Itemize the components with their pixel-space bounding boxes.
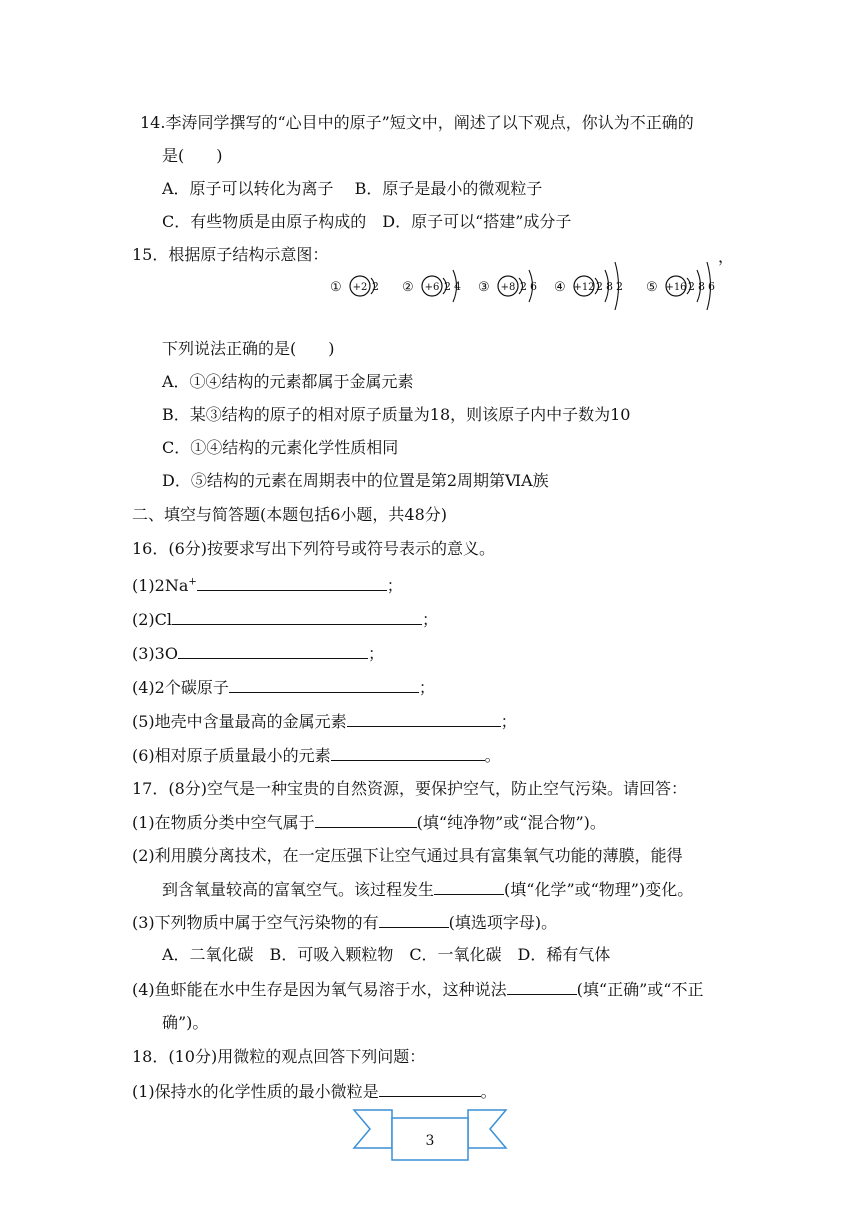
answer-blank[interactable] bbox=[331, 744, 485, 761]
answer-blank[interactable] bbox=[172, 608, 422, 625]
atom-diagram bbox=[646, 262, 715, 310]
q15-option-d: D．⑤结构的元素在周期表中的位置是第2周期第ⅥA族 bbox=[162, 471, 549, 490]
nucleus-charge: +16 bbox=[665, 282, 687, 293]
answer-blank[interactable] bbox=[347, 710, 501, 727]
q14-options-cd: C．有些物质是由原子构成的 D．原子可以“搭建”成分子 bbox=[162, 212, 572, 231]
q17-item-2-line1: (2)利用膜分离技术，在一定压强下让空气通过具有富集氧气功能的薄膜，能得 bbox=[132, 846, 683, 865]
page-number: 3 bbox=[425, 1133, 435, 1149]
nucleus-charge: +12 bbox=[573, 282, 595, 293]
q14-options-ab: A．原子可以转化为离子 B．原子是最小的微观粒子 bbox=[162, 179, 543, 198]
q15-comma: ， bbox=[718, 247, 735, 266]
q15-stem: 15．根据原子结构示意图： bbox=[132, 245, 329, 264]
q18-item-1: (1)保持水的化学性质的最小微粒是 。 bbox=[132, 1082, 497, 1101]
answer-blank[interactable] bbox=[197, 574, 387, 591]
answer-blank[interactable] bbox=[507, 978, 577, 995]
q16-item-3: (3)3O ； bbox=[132, 644, 384, 663]
page-number-ribbon bbox=[352, 1104, 508, 1164]
electron-count: 2 bbox=[688, 280, 695, 293]
nucleus-charge: +6 bbox=[424, 282, 440, 293]
nucleus-charge: +2 bbox=[352, 282, 368, 293]
atom-diagram bbox=[554, 262, 623, 310]
atom-diagram-label: ② bbox=[402, 280, 414, 295]
electron-count: 6 bbox=[530, 280, 537, 293]
q17-stem: 17．(8分)空气是一种宝贵的自然资源，要保护空气，防止空气污染。请回答： bbox=[132, 779, 688, 798]
electron-count: 6 bbox=[708, 280, 715, 293]
q14-stem-cont: 是( ) bbox=[162, 146, 223, 165]
q16-item-1: (1)2Na+ ； bbox=[132, 576, 403, 595]
q15-prompt: 下列说法正确的是( ) bbox=[162, 339, 335, 358]
answer-blank[interactable] bbox=[434, 878, 504, 895]
q18-stem: 18．(10分)用微粒的观点回答下列问题： bbox=[132, 1047, 426, 1066]
answer-blank[interactable] bbox=[315, 811, 417, 828]
electron-count: 4 bbox=[454, 280, 461, 293]
q16-item-5: (5)地壳中含量最高的金属元素 ； bbox=[132, 712, 517, 731]
electron-count: 2 bbox=[616, 280, 623, 293]
q14-stem: 14.李涛同学撰写的“心目中的原子”短文中，阐述了以下观点，你认为不正确的 bbox=[140, 113, 694, 132]
answer-blank[interactable] bbox=[379, 911, 449, 928]
q17-item-1: (1)在物质分类中空气属于 (填“纯净物”或“混合物”)。 bbox=[132, 813, 606, 832]
atom-diagram bbox=[330, 276, 379, 296]
atom-diagram-label: ④ bbox=[554, 280, 566, 295]
electron-count: 2 bbox=[520, 280, 527, 293]
atom-diagram bbox=[402, 270, 461, 302]
electron-count: 8 bbox=[606, 280, 613, 293]
electron-count: 8 bbox=[698, 280, 705, 293]
answer-blank[interactable] bbox=[229, 676, 419, 693]
electron-count: 2 bbox=[596, 280, 603, 293]
q17-item-4: (4)鱼虾能在水中生存是因为氧气易溶于水，这种说法 (填“正确”或“不正 bbox=[132, 980, 704, 999]
q16-item-6: (6)相对原子质量最小的元素 。 bbox=[132, 746, 501, 765]
q16-item-2: (2)Cl ； bbox=[132, 610, 439, 629]
answer-blank[interactable] bbox=[379, 1080, 481, 1097]
section-heading: 二、填空与简答题(本题包括6小题，共48分) bbox=[132, 505, 448, 524]
atom-diagram-label: ① bbox=[330, 280, 342, 295]
atom-diagram-label: ③ bbox=[478, 280, 490, 295]
q16-stem: 16．(6分)按要求写出下列符号或符号表示的意义。 bbox=[132, 539, 496, 558]
electron-count: 2 bbox=[444, 280, 451, 293]
electron-count: 2 bbox=[372, 280, 379, 293]
atom-diagram bbox=[478, 270, 537, 302]
q15-option-c: C．①④结构的元素化学性质相同 bbox=[162, 438, 399, 457]
q16-item-4: (4)2个碳原子 ； bbox=[132, 678, 435, 697]
q17-item-3: (3)下列物质中属于空气污染物的有 (填选项字母)。 bbox=[132, 913, 558, 932]
nucleus-charge: +8 bbox=[500, 282, 516, 293]
atom-diagram-label: ⑤ bbox=[646, 280, 658, 295]
q15-option-a: A．①④结构的元素都属于金属元素 bbox=[162, 372, 414, 391]
q17-item-3-options: A．二氧化碳 B．可吸入颗粒物 C．一氧化碳 D．稀有气体 bbox=[162, 945, 611, 964]
q17-item-2-line2: 到含氧量较高的富氧空气。该过程发生 (填“化学”或“物理”)变化。 bbox=[162, 880, 694, 899]
q15-option-b: B．某③结构的原子的相对原子质量为18，则该原子内中子数为10 bbox=[162, 405, 631, 424]
answer-blank[interactable] bbox=[178, 642, 368, 659]
q17-item-4-cont: 确”)。 bbox=[162, 1013, 209, 1032]
atom-structure-diagrams bbox=[330, 252, 730, 328]
